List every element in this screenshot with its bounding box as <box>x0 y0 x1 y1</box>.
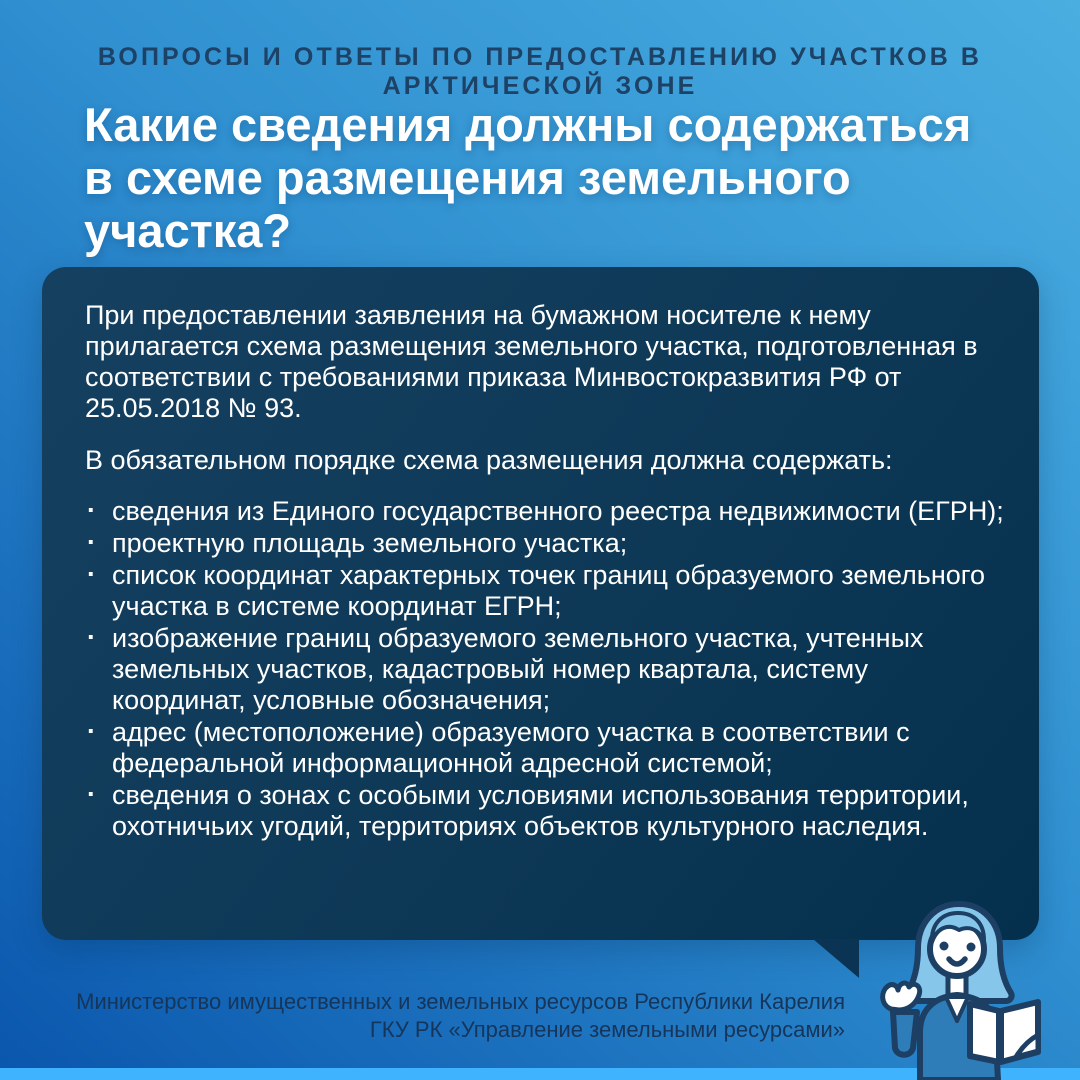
footer-agency-line: ГКУ РК «Управление земельными ресурсами» <box>369 1017 845 1042</box>
question-title: Какие сведения должны содержаться в схеме размещения земельного участка? <box>84 98 972 257</box>
list-item: · список координат характерных точек границ образуемого земельного участка в системе координат ЕГРН; <box>85 560 1009 622</box>
list-item: · сведения из Единого государственного реестра недвижимости (ЕГРН); <box>85 496 1009 527</box>
answer-lead: В обязательном порядке схема размещения должна содержать: <box>85 445 893 475</box>
woman-with-book-icon <box>880 900 1080 1080</box>
list-item: · адрес (местоположение) образуемого участка в соответствии с федеральной информационной адресной системой; <box>85 717 1009 779</box>
series-header: ВОПРОСЫ И ОТВЕТЫ ПО ПРЕДОСТАВЛЕНИЮ УЧАСТКОВ В АРКТИЧЕСКОЙ ЗОНЕ <box>97 43 983 100</box>
answer-intro: При предоставлении заявления на бумажном носителе к нему прилагается схема размещения земельного участка, подготовленная в соответствии с требованиями приказа Минвостокразвития РФ от 25.05.2018 № 93. <box>85 300 978 423</box>
list-item: · проектную площадь земельного участка; <box>85 528 1009 559</box>
footer-ministry-line: Министерство имущественных и земельных ресурсов Республики Карелия <box>76 989 845 1014</box>
answer-card <box>42 267 1039 940</box>
requirements-list <box>85 496 1009 842</box>
speech-bubble-tail-icon <box>813 939 859 978</box>
list-item: · изображение границ образуемого земельного участка, учтенных земельных участков, кадастровый номер квартала, систему координат, условные обозначения; <box>85 623 1009 716</box>
footer <box>76 988 845 1044</box>
list-item: · сведения о зонах с особыми условиями использования территории, охотничьих угодий, территориях объектов культурного наследия. <box>85 780 1009 842</box>
